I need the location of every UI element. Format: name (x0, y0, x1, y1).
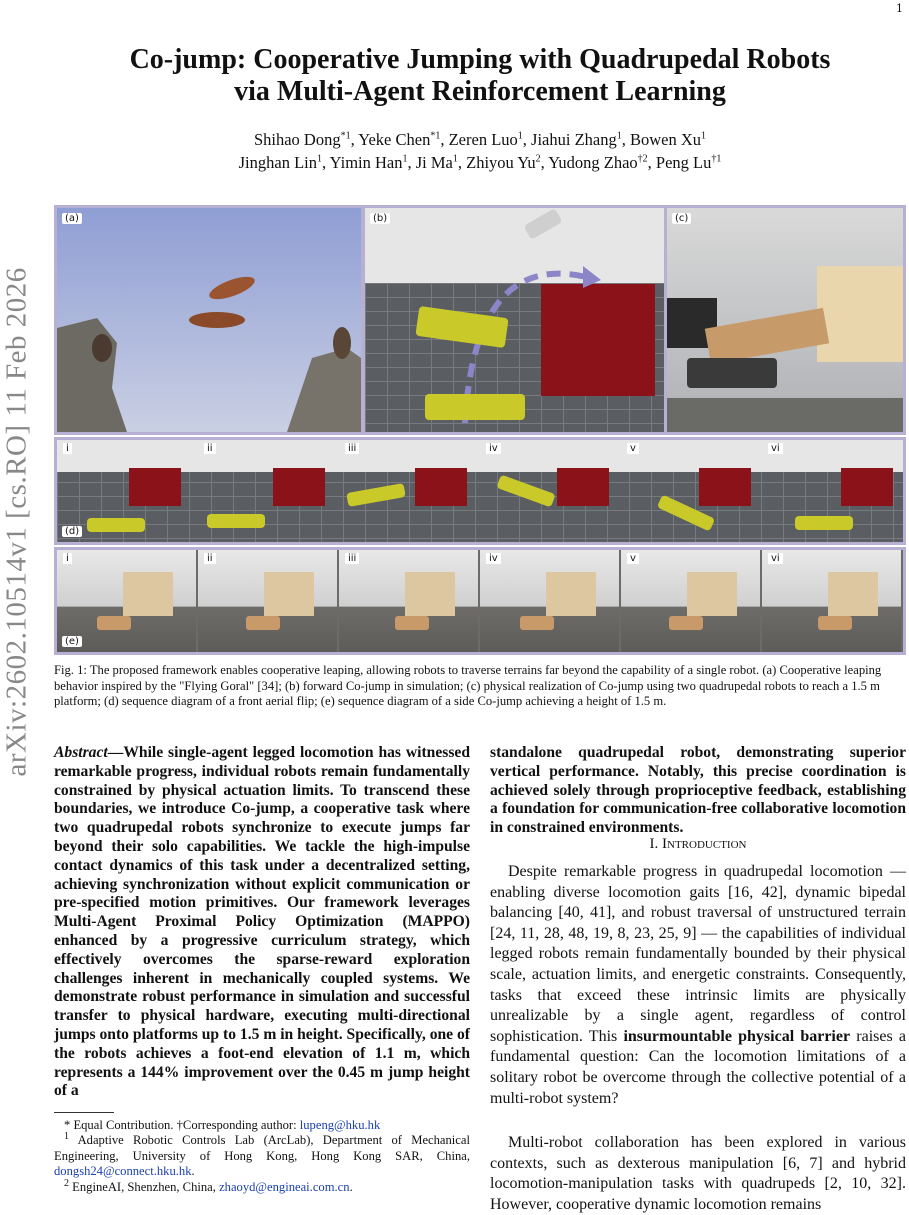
page-number: 1 (896, 2, 903, 15)
panel-c-label: (c) (672, 213, 691, 224)
caption-label: Fig. 1: (54, 663, 87, 677)
authors-line-2: Jinghan Lin$^1$, Yimin Han$^1$, Ji Ma$^1$, Zhiyou Yu$^2$, Yudong Zhao$^{\dagger 2}$, Peng Lu$^{\dagger 1}$ (238, 153, 722, 172)
intro-paragraph-2: Multi-robot collaboration has been explored in various contexts, such as dexterous manipulation [6, 7] and hybrid locomotion-manipulation tasks with quadrupeds [2, 10, 32]. However, cooperative dynamic locomotion remains (490, 1134, 906, 1213)
author-affiliation-mark: 1 (402, 153, 408, 165)
abstract (54, 744, 470, 1101)
email-link-2[interactable]: dongsh24@connect.hku.hk (54, 1164, 192, 1179)
frame-iv (480, 550, 619, 652)
step-label-i: i (63, 553, 72, 564)
footnotes (54, 1118, 470, 1195)
authors-line-1: Shihao Dong$^{*1}$, Yeke Chen$^{*1}$, Zeren Luo$^1$, Jiahui Zhang$^1$, Bowen Xu$^1$ (253, 130, 707, 149)
step-label-ii: ii (204, 443, 216, 454)
step-label-iii: iii (345, 443, 359, 454)
step-label-iii: iii (345, 553, 359, 564)
footnote-3-text: EngineAI, Shenzhen, China, (72, 1179, 220, 1194)
figure-caption (54, 663, 906, 710)
panel-d-sequence (54, 437, 906, 545)
author-name: Bowen Xu$^1$ (629, 130, 707, 149)
panel-b-image (362, 205, 668, 435)
intro-p1-bold: insurmountable physical barrier (623, 1027, 851, 1045)
caption-text: The proposed framework enables cooperative leaping, allowing robots to traverse terrains far beyond the capability of a single robot. (a) Cooperative leaping behavior inspired by the "Flying Goral" [34]; (b) forward Co-jump in simulation; (c) physical realization of Co-jump using two quadrupedal robots to reach a 1.5 m platform; (d) sequence diagram of a front aerial flip; (e) sequence diagram of a side Co-jump achieving a height of 1.5 m. (54, 663, 882, 708)
author-name: Yimin Han$^1$ (329, 153, 408, 172)
panel-d-label: (d) (62, 526, 82, 537)
author-affiliation-mark: 1 (452, 153, 458, 165)
author-name: Jiahui Zhang$^1$ (531, 130, 622, 149)
author-name: Shihao Dong$^{*1}$ (253, 130, 351, 149)
figure-1 (54, 205, 906, 657)
email-link-1[interactable]: lupeng@hku.hk (299, 1118, 381, 1132)
step-label-vi: vi (768, 443, 783, 454)
author-name: Jinghan Lin$^1$ (238, 153, 322, 172)
step-label-v: v (627, 553, 639, 564)
author-name: Zeren Luo$^1$ (448, 130, 523, 149)
frame-iii (339, 550, 478, 652)
footnote-3: $^2$ EngineAI, Shenzhen, China, zhaoyd@engineai.com.cn. (64, 1177, 353, 1194)
author-affiliation-mark: †1 (711, 153, 722, 165)
footnote-3-mark: 2 (64, 1177, 69, 1189)
author-affiliation-mark: 2 (535, 153, 541, 165)
goral-illustration (57, 208, 361, 432)
footnote-rule (54, 1112, 114, 1113)
footnote-2-mark: 1 (64, 1131, 69, 1143)
abstract-lead: Abstract (54, 744, 108, 761)
step-label-vi: vi (768, 553, 783, 564)
abstract-continued: standalone quadrupedal robot, demonstrating superior vertical performance. Notably, this precise coordination is achieved solely through proprioceptive feedback, establishing a foundation for communication-free collaborative locomotion in constrained environments. (490, 744, 906, 837)
author-affiliation-mark: 1 (616, 130, 622, 142)
footnote-1-text: * Equal Contribution. †Corresponding author: (64, 1118, 300, 1132)
footnote-1 (54, 1118, 470, 1133)
author-affiliation-mark: *1 (340, 130, 351, 142)
panel-a-label: (a) (62, 213, 82, 224)
step-label-iv: iv (486, 553, 501, 564)
paper-title (60, 44, 900, 108)
frame-ii (198, 550, 337, 652)
step-label-ii: ii (204, 553, 216, 564)
intro-p1-text-b: raises a fundamental question: Can the locomotion limitations of a solitary robot be overcome through the collective potential of a multi-robot system? (490, 1027, 907, 1107)
footnote-2-text: Adaptive Robotic Controls Lab (ArcLab), Department of Mechanical Engineering, University of Hong Kong, Hong Kong SAR, China, (54, 1133, 470, 1163)
author-name: Yeke Chen$^{*1}$ (358, 130, 441, 149)
author-affiliation-mark: 1 (517, 130, 523, 142)
panel-a-image (54, 205, 364, 435)
frame-vi (762, 550, 901, 652)
frame-v (621, 550, 760, 652)
panel-b-label: (b) (370, 213, 390, 224)
panel-c-image (664, 205, 906, 435)
step-label-i: i (63, 443, 72, 454)
panel-e-sequence (54, 547, 906, 655)
author-affiliation-mark: 1 (316, 153, 322, 165)
arxiv-stamp: arXiv:2602.10514v1 [cs.RO] 11 Feb 2026 (0, 267, 33, 777)
intro-p1-text-a: Despite remarkable progress in quadrupedal locomotion — enabling diverse locomotion gaits [16, 42], dynamic bipedal balancing [40, 41], and robust traversal of unstructured terrain [24, 11, 28, 48, 19, 8, 23, 25, 9] — the capabilities of individual legged robots remain fundamentally bounded by their physical scale, actuation limits, and energetic constraints. Consequently, tasks that exceed these intrinsic limits are physically unrealizable by a single agent, regardless of control sophistication. This (490, 863, 906, 1045)
author-name: Zhiyou Yu$^2$ (466, 153, 541, 172)
author-affiliation-mark: 1 (701, 130, 707, 142)
author-name: Yudong Zhao$^{\dagger 2}$ (548, 153, 648, 172)
section-heading: I. Introduction (649, 836, 747, 852)
title-line-1: Co-jump: Cooperative Jumping with Quadrupedal Robots (129, 44, 831, 75)
title-line-2: via Multi-Agent Reinforcement Learning (234, 76, 726, 107)
intro-paragraph-1 (490, 862, 906, 1109)
panel-e-label: (e) (62, 636, 82, 647)
author-affiliation-mark: †2 (637, 153, 648, 165)
email-link-3[interactable]: zhaoyd@engineai.com.cn (219, 1179, 350, 1194)
footnote-2: $^1$ Adaptive Robotic Controls Lab (ArcLab), Department of Mechanical Engineering, University of Hong Kong, Hong Kong SAR, China, dongsh24@connect.hku.hk. (54, 1131, 470, 1179)
author-name: Peng Lu$^{\dagger 1}$ (655, 153, 722, 172)
step-label-iv: iv (486, 443, 501, 454)
author-list (60, 128, 900, 174)
author-affiliation-mark: *1 (430, 130, 441, 142)
step-label-v: v (627, 443, 639, 454)
author-name: Ji Ma$^1$ (415, 153, 458, 172)
abstract-text: —While single-agent legged locomotion has witnessed remarkable progress, individual robots remain fundamentally constrained by physical actuation limits. To transcend these boundaries, we introduce Co-jump, a cooperative task where two quadrupedal robots synchronize to execute jumps far beyond their solo capabilities. We tackle the high-impulse contact dynamics of this task under a decentralized setting, achieving synchronization without explicit communication or pre-specified motion primitives. Our framework leverages Multi-Agent Proximal Policy Optimization (MAPPO) enhanced by a progressive curriculum strategy, which effectively overcomes the sparse-reward exploration challenges inherent in mechanically coupled systems. We demonstrate robust performance in simulation and successful transfer to physical hardware, executing multi-directional jumps onto platforms up to 1.5 m in height. Specifically, one of the robots achieves a foot-end elevation of 1.1 m, which represents a 144% improvement over the 0.45 m jump height of a (54, 744, 470, 1100)
